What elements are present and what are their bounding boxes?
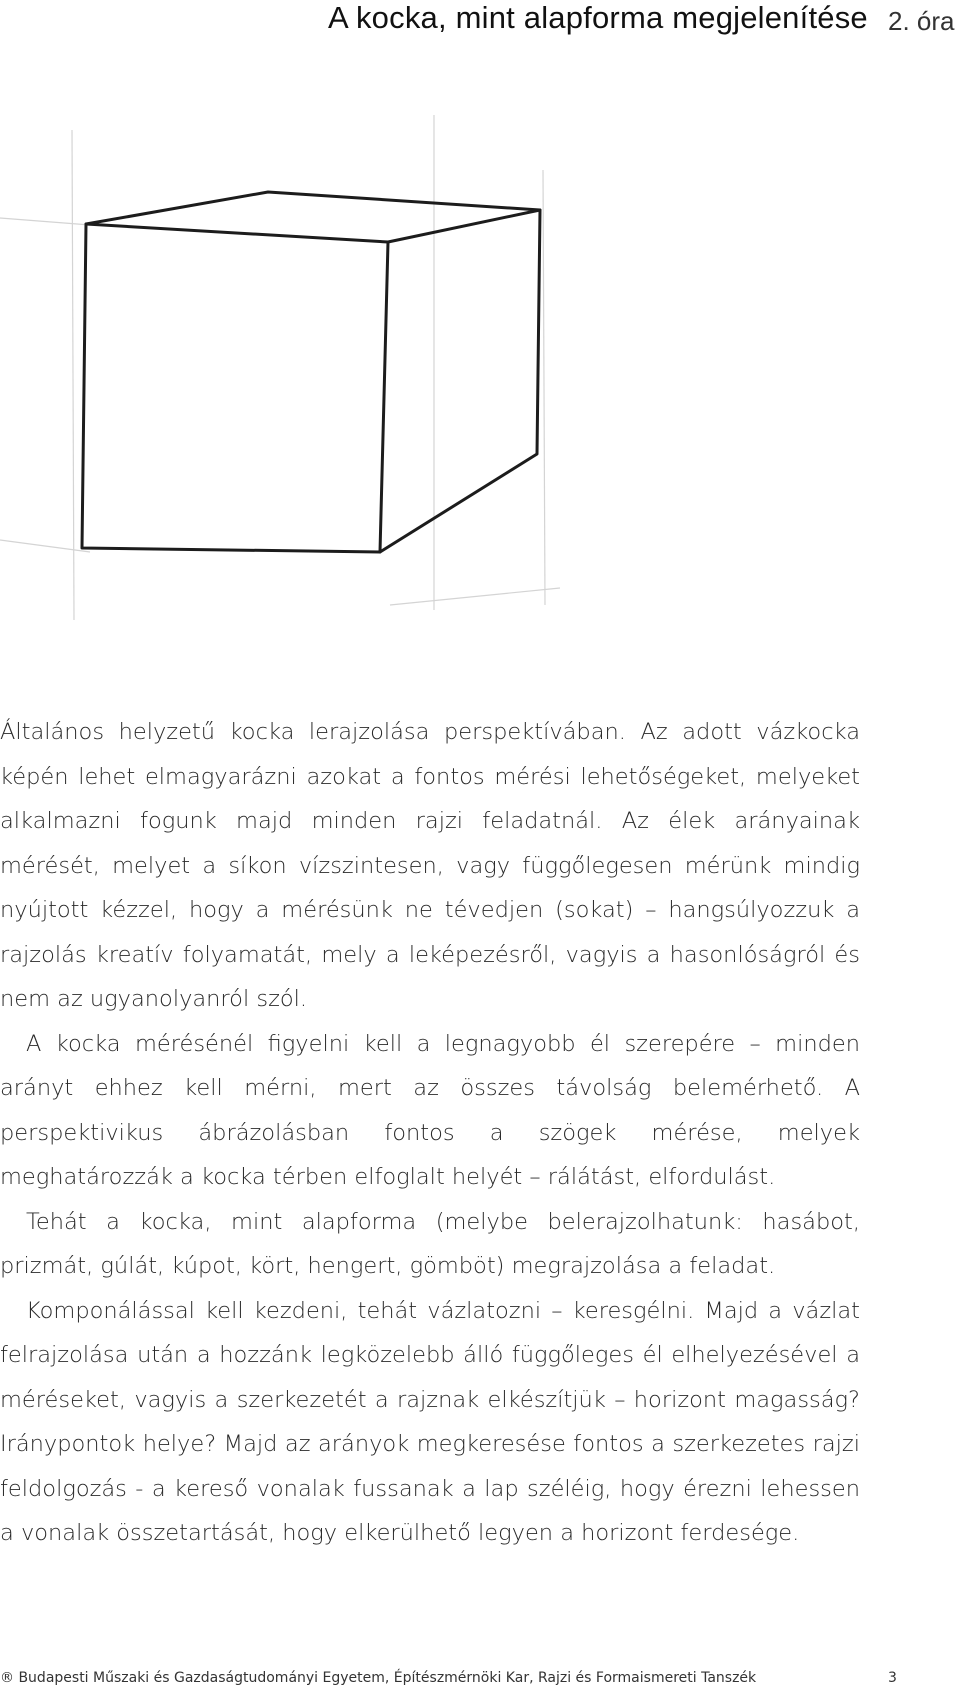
guide-line-bottom-left (0, 540, 90, 552)
guide-line-left (72, 130, 74, 620)
cube-top-face (86, 192, 540, 242)
paragraph-3: Tehát a kocka, mint alapforma (melybe belerajzolhatunk: hasábot, prizmát, gúlát, kúpot, kört, hengert, gömböt) megrajzolása a feladat. (0, 1208, 860, 1279)
page-number: 3 (888, 1670, 897, 1686)
cube-outline (82, 192, 540, 552)
lesson-label: 2. óra (888, 6, 955, 36)
cube-sketch (0, 110, 960, 690)
guide-line-top-left (0, 218, 90, 225)
body-text (0, 710, 860, 1556)
paragraph-1: Általános helyzetű kocka lerajzolása perspektívában. Az adott vázkocka képén lehet elmagyarázni azokat a fontos mérési lehetőségeket, melyeket alkalmazni fogunk majd minden rajzi feladatnál. Az élek arányainak mérését, melyet a síkon vízszintesen, vagy függőlegesen mérünk mindig nyújtott kézzel, hogy a mérésünk ne tévedjen (sokat) – hangsúlyozzuk a rajzolás kreatív folyamatát, mely a leképezésről, vagyis a hasonlóságról és nem az ugyanolyanról szól. (0, 719, 860, 1012)
cube-drawing-figure (0, 110, 960, 690)
cube-right-face (380, 210, 540, 552)
page-header (0, 0, 960, 44)
paragraph-2: A kocka mérésénél figyelni kell a legnagyobb él szerepére – minden arányt ehhez kell mérni, mert az összes távolság belemérhető. A perspektivikus ábrázolásban fontos a szögek mérése, melyek meghatározzák a kocka térben elfoglalt helyét – rálátást, elfordulást. (0, 1030, 860, 1190)
page-footer (0, 1670, 960, 1692)
guide-line-bottom-right (390, 588, 560, 605)
guide-line-right (543, 170, 545, 605)
footer-institution: ® Budapesti Műszaki és Gazdaságtudományi Egyetem, Építészmérnöki Kar, Rajzi és Formaismereti Tanszék (0, 1670, 757, 1686)
page-title: A kocka, mint alapforma megjelenítése (328, 0, 868, 35)
cube-front-face (82, 224, 388, 552)
paragraph-4: Komponálással kell kezdeni, tehát vázlatozni – keresgélni. Majd a vázlat felrajzolása után a hozzánk legközelebb álló függőleges él elhelyezésével a méréseket, vagyis a szerkezetét a rajznak elkészítjük – horizont magasság? Iránypontok helye? Majd az arányok megkeresése fontos a szerkezetes rajzi feldolgozás - a kereső vonalak fussanak a lap széléig, hogy érezni lehessen a vonalak összetartását, hogy elkerülhető legyen a horizont ferdesége. (0, 1297, 860, 1546)
